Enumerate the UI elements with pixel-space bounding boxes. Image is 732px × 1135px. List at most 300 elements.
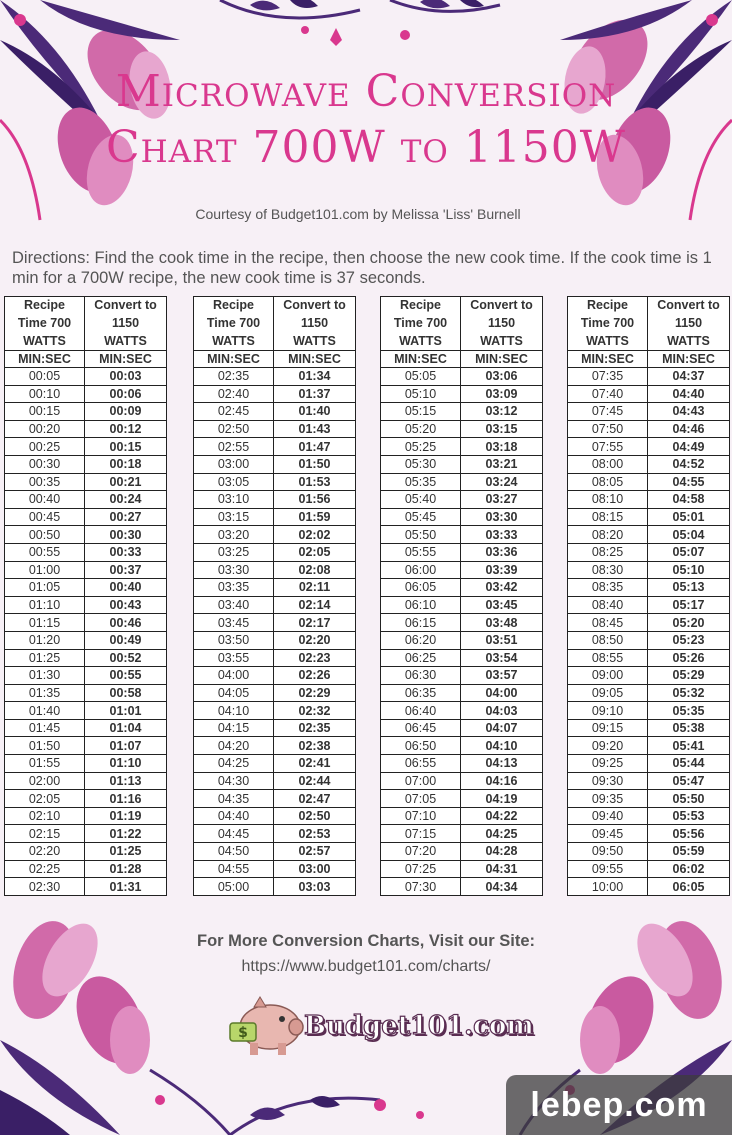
header-recipe-time: Recipe bbox=[194, 297, 274, 315]
converted-time-cell: 01:22 bbox=[85, 825, 167, 843]
converted-time-cell: 00:33 bbox=[85, 543, 167, 561]
table-row bbox=[194, 614, 356, 632]
table-unit-row bbox=[381, 351, 543, 368]
table-header-row bbox=[5, 297, 167, 315]
converted-time-cell: 03:36 bbox=[461, 543, 543, 561]
recipe-time-cell: 01:25 bbox=[5, 649, 85, 667]
converted-time-cell: 02:02 bbox=[274, 526, 356, 544]
table-header-row bbox=[194, 315, 356, 333]
converted-time-cell: 03:42 bbox=[461, 579, 543, 597]
converted-time-cell: 06:02 bbox=[648, 860, 730, 878]
table-row bbox=[5, 719, 167, 737]
recipe-time-cell: 08:50 bbox=[568, 631, 648, 649]
table-row bbox=[568, 403, 730, 421]
converted-time-cell: 05:53 bbox=[648, 807, 730, 825]
converted-time-cell: 01:50 bbox=[274, 455, 356, 473]
header-convert-to: Convert to bbox=[274, 297, 356, 315]
table-row bbox=[568, 596, 730, 614]
table-row bbox=[568, 649, 730, 667]
page-title bbox=[0, 64, 732, 176]
recipe-time-cell: 05:30 bbox=[381, 455, 461, 473]
recipe-time-cell: 09:55 bbox=[568, 860, 648, 878]
table-row bbox=[381, 631, 543, 649]
table-unit-row bbox=[568, 351, 730, 368]
converted-time-cell: 04:58 bbox=[648, 491, 730, 509]
converted-time-cell: 05:32 bbox=[648, 684, 730, 702]
converted-time-cell: 00:46 bbox=[85, 614, 167, 632]
table-row bbox=[381, 843, 543, 861]
recipe-time-cell: 03:35 bbox=[194, 579, 274, 597]
recipe-time-cell: 05:05 bbox=[381, 368, 461, 386]
recipe-time-cell: 07:20 bbox=[381, 843, 461, 861]
recipe-time-cell: 06:25 bbox=[381, 649, 461, 667]
converted-time-cell: 02:38 bbox=[274, 737, 356, 755]
table-row bbox=[194, 702, 356, 720]
table-row bbox=[194, 631, 356, 649]
table-unit-row bbox=[5, 351, 167, 368]
table-row bbox=[568, 579, 730, 597]
unit-label: MIN:SEC bbox=[5, 351, 85, 368]
recipe-time-cell: 07:15 bbox=[381, 825, 461, 843]
header-recipe-time: Time 700 bbox=[381, 315, 461, 333]
header-convert-to: 1150 bbox=[274, 315, 356, 333]
recipe-time-cell: 08:45 bbox=[568, 614, 648, 632]
table-row bbox=[194, 825, 356, 843]
recipe-time-cell: 01:30 bbox=[5, 667, 85, 685]
piggy-bank-icon bbox=[222, 993, 304, 1061]
header-convert-to: Convert to bbox=[461, 297, 543, 315]
unit-label: MIN:SEC bbox=[85, 351, 167, 368]
recipe-time-cell: 06:45 bbox=[381, 719, 461, 737]
table-row bbox=[194, 772, 356, 790]
converted-time-cell: 03:03 bbox=[274, 878, 356, 896]
recipe-time-cell: 05:45 bbox=[381, 508, 461, 526]
recipe-time-cell: 00:20 bbox=[5, 420, 85, 438]
recipe-time-cell: 04:30 bbox=[194, 772, 274, 790]
table-row bbox=[568, 772, 730, 790]
converted-time-cell: 05:20 bbox=[648, 614, 730, 632]
table-row bbox=[194, 755, 356, 773]
converted-time-cell: 04:28 bbox=[461, 843, 543, 861]
recipe-time-cell: 04:15 bbox=[194, 719, 274, 737]
conversion-table-4 bbox=[567, 296, 730, 896]
converted-time-cell: 02:26 bbox=[274, 667, 356, 685]
converted-time-cell: 00:37 bbox=[85, 561, 167, 579]
table-row bbox=[381, 455, 543, 473]
recipe-time-cell: 06:35 bbox=[381, 684, 461, 702]
table-row bbox=[194, 508, 356, 526]
recipe-time-cell: 03:50 bbox=[194, 631, 274, 649]
recipe-time-cell: 02:20 bbox=[5, 843, 85, 861]
recipe-time-cell: 00:30 bbox=[5, 455, 85, 473]
converted-time-cell: 03:45 bbox=[461, 596, 543, 614]
recipe-time-cell: 03:30 bbox=[194, 561, 274, 579]
recipe-time-cell: 05:55 bbox=[381, 543, 461, 561]
table-row bbox=[381, 755, 543, 773]
recipe-time-cell: 07:30 bbox=[381, 878, 461, 896]
converted-time-cell: 00:52 bbox=[85, 649, 167, 667]
table-row bbox=[5, 473, 167, 491]
recipe-time-cell: 01:00 bbox=[5, 561, 85, 579]
recipe-time-cell: 01:40 bbox=[5, 702, 85, 720]
table-row bbox=[5, 438, 167, 456]
table-row bbox=[568, 526, 730, 544]
header-convert-to: 1150 bbox=[648, 315, 730, 333]
recipe-time-cell: 02:30 bbox=[5, 878, 85, 896]
table-row bbox=[194, 368, 356, 386]
table-header-row bbox=[194, 333, 356, 351]
converted-time-cell: 04:31 bbox=[461, 860, 543, 878]
converted-time-cell: 04:52 bbox=[648, 455, 730, 473]
recipe-time-cell: 08:30 bbox=[568, 561, 648, 579]
converted-time-cell: 05:38 bbox=[648, 719, 730, 737]
converted-time-cell: 01:01 bbox=[85, 702, 167, 720]
budget101-logo bbox=[222, 993, 534, 1061]
header-convert-to: 1150 bbox=[85, 315, 167, 333]
converted-time-cell: 02:17 bbox=[274, 614, 356, 632]
table-row bbox=[381, 667, 543, 685]
converted-time-cell: 00:24 bbox=[85, 491, 167, 509]
recipe-time-cell: 01:10 bbox=[5, 596, 85, 614]
table-row bbox=[381, 473, 543, 491]
flower-icon bbox=[220, 0, 500, 46]
recipe-time-cell: 06:30 bbox=[381, 667, 461, 685]
table-row bbox=[5, 455, 167, 473]
converted-time-cell: 04:16 bbox=[461, 772, 543, 790]
recipe-time-cell: 00:35 bbox=[5, 473, 85, 491]
converted-time-cell: 01:47 bbox=[274, 438, 356, 456]
converted-time-cell: 02:53 bbox=[274, 825, 356, 843]
converted-time-cell: 01:16 bbox=[85, 790, 167, 808]
svg-text:$: $ bbox=[238, 1025, 248, 1041]
recipe-time-cell: 09:00 bbox=[568, 667, 648, 685]
table-row bbox=[5, 526, 167, 544]
converted-time-cell: 05:59 bbox=[648, 843, 730, 861]
table-row bbox=[568, 368, 730, 386]
recipe-time-cell: 03:10 bbox=[194, 491, 274, 509]
recipe-time-cell: 04:40 bbox=[194, 807, 274, 825]
converted-time-cell: 03:51 bbox=[461, 631, 543, 649]
converted-time-cell: 01:19 bbox=[85, 807, 167, 825]
table-row bbox=[381, 737, 543, 755]
recipe-time-cell: 04:50 bbox=[194, 843, 274, 861]
converted-time-cell: 01:25 bbox=[85, 843, 167, 861]
unit-label: MIN:SEC bbox=[381, 351, 461, 368]
recipe-time-cell: 07:35 bbox=[568, 368, 648, 386]
converted-time-cell: 04:43 bbox=[648, 403, 730, 421]
table-row bbox=[194, 790, 356, 808]
recipe-time-cell: 09:45 bbox=[568, 825, 648, 843]
recipe-time-cell: 01:45 bbox=[5, 719, 85, 737]
recipe-time-cell: 08:40 bbox=[568, 596, 648, 614]
header-recipe-time: Time 700 bbox=[194, 315, 274, 333]
converted-time-cell: 05:07 bbox=[648, 543, 730, 561]
recipe-time-cell: 07:40 bbox=[568, 385, 648, 403]
table-row bbox=[5, 684, 167, 702]
converted-time-cell: 01:10 bbox=[85, 755, 167, 773]
converted-time-cell: 04:00 bbox=[461, 684, 543, 702]
recipe-time-cell: 01:35 bbox=[5, 684, 85, 702]
converted-time-cell: 02:50 bbox=[274, 807, 356, 825]
unit-label: MIN:SEC bbox=[194, 351, 274, 368]
table-row bbox=[381, 438, 543, 456]
converted-time-cell: 02:44 bbox=[274, 772, 356, 790]
table-row bbox=[381, 508, 543, 526]
converted-time-cell: 05:17 bbox=[648, 596, 730, 614]
recipe-time-cell: 07:00 bbox=[381, 772, 461, 790]
table-row bbox=[381, 561, 543, 579]
recipe-time-cell: 04:10 bbox=[194, 702, 274, 720]
more-charts-text: For More Conversion Charts, Visit our Site: bbox=[196, 932, 535, 950]
converted-time-cell: 04:13 bbox=[461, 755, 543, 773]
converted-time-cell: 03:33 bbox=[461, 526, 543, 544]
table-row bbox=[568, 667, 730, 685]
table-row bbox=[194, 878, 356, 896]
converted-time-cell: 00:30 bbox=[85, 526, 167, 544]
converted-time-cell: 00:55 bbox=[85, 667, 167, 685]
table-row bbox=[5, 755, 167, 773]
converted-time-cell: 02:11 bbox=[274, 579, 356, 597]
recipe-time-cell: 00:15 bbox=[5, 403, 85, 421]
recipe-time-cell: 08:35 bbox=[568, 579, 648, 597]
table-row bbox=[5, 491, 167, 509]
converted-time-cell: 03:15 bbox=[461, 420, 543, 438]
table-row bbox=[5, 649, 167, 667]
table-row bbox=[5, 385, 167, 403]
table-row bbox=[5, 543, 167, 561]
converted-time-cell: 05:50 bbox=[648, 790, 730, 808]
recipe-time-cell: 01:05 bbox=[5, 579, 85, 597]
table-row bbox=[5, 368, 167, 386]
recipe-time-cell: 04:45 bbox=[194, 825, 274, 843]
converted-time-cell: 02:32 bbox=[274, 702, 356, 720]
converted-time-cell: 02:41 bbox=[274, 755, 356, 773]
title-line-2: Chart 700W to 1150W bbox=[105, 122, 627, 173]
header-convert-to: WATTS bbox=[85, 333, 167, 351]
converted-time-cell: 04:55 bbox=[648, 473, 730, 491]
converted-time-cell: 00:21 bbox=[85, 473, 167, 491]
recipe-time-cell: 01:20 bbox=[5, 631, 85, 649]
courtesy-text: Courtesy of Budget101.com by Melissa 'Liss' Burnell bbox=[195, 206, 521, 222]
title-line-1: Microwave Conversion bbox=[115, 66, 617, 117]
converted-time-cell: 00:03 bbox=[85, 368, 167, 386]
table-row bbox=[5, 807, 167, 825]
table-row bbox=[194, 385, 356, 403]
converted-time-cell: 00:27 bbox=[85, 508, 167, 526]
recipe-time-cell: 09:40 bbox=[568, 807, 648, 825]
recipe-time-cell: 05:20 bbox=[381, 420, 461, 438]
recipe-time-cell: 07:55 bbox=[568, 438, 648, 456]
table-row bbox=[5, 508, 167, 526]
table-row bbox=[194, 596, 356, 614]
converted-time-cell: 05:47 bbox=[648, 772, 730, 790]
recipe-time-cell: 07:50 bbox=[568, 420, 648, 438]
table-header-row bbox=[568, 297, 730, 315]
table-row bbox=[5, 561, 167, 579]
converted-time-cell: 00:18 bbox=[85, 455, 167, 473]
table-row bbox=[194, 737, 356, 755]
recipe-time-cell: 06:15 bbox=[381, 614, 461, 632]
table-row bbox=[5, 579, 167, 597]
recipe-time-cell: 03:20 bbox=[194, 526, 274, 544]
table-row bbox=[568, 843, 730, 861]
table-row bbox=[194, 579, 356, 597]
converted-time-cell: 00:09 bbox=[85, 403, 167, 421]
converted-time-cell: 03:21 bbox=[461, 455, 543, 473]
recipe-time-cell: 02:05 bbox=[5, 790, 85, 808]
header-recipe-time: Time 700 bbox=[568, 315, 648, 333]
table-row bbox=[381, 878, 543, 896]
recipe-time-cell: 06:10 bbox=[381, 596, 461, 614]
recipe-time-cell: 07:05 bbox=[381, 790, 461, 808]
converted-time-cell: 04:10 bbox=[461, 737, 543, 755]
table-row bbox=[194, 438, 356, 456]
recipe-time-cell: 06:05 bbox=[381, 579, 461, 597]
table-row bbox=[194, 403, 356, 421]
table-row bbox=[5, 631, 167, 649]
converted-time-cell: 05:13 bbox=[648, 579, 730, 597]
recipe-time-cell: 03:40 bbox=[194, 596, 274, 614]
recipe-time-cell: 00:55 bbox=[5, 543, 85, 561]
table-row bbox=[5, 614, 167, 632]
table-row bbox=[194, 526, 356, 544]
recipe-time-cell: 08:05 bbox=[568, 473, 648, 491]
table-row bbox=[568, 631, 730, 649]
recipe-time-cell: 02:10 bbox=[5, 807, 85, 825]
recipe-time-cell: 04:25 bbox=[194, 755, 274, 773]
table-row bbox=[568, 684, 730, 702]
converted-time-cell: 02:47 bbox=[274, 790, 356, 808]
recipe-time-cell: 02:15 bbox=[5, 825, 85, 843]
converted-time-cell: 05:41 bbox=[648, 737, 730, 755]
converted-time-cell: 02:08 bbox=[274, 561, 356, 579]
table-row bbox=[194, 807, 356, 825]
table-row bbox=[568, 825, 730, 843]
recipe-time-cell: 02:00 bbox=[5, 772, 85, 790]
converted-time-cell: 03:57 bbox=[461, 667, 543, 685]
header-convert-to: WATTS bbox=[648, 333, 730, 351]
converted-time-cell: 01:04 bbox=[85, 719, 167, 737]
table-row bbox=[381, 790, 543, 808]
converted-time-cell: 04:22 bbox=[461, 807, 543, 825]
converted-time-cell: 04:07 bbox=[461, 719, 543, 737]
converted-time-cell: 03:48 bbox=[461, 614, 543, 632]
converted-time-cell: 05:01 bbox=[648, 508, 730, 526]
table-header-row bbox=[381, 315, 543, 333]
table-row bbox=[381, 719, 543, 737]
table-row bbox=[5, 403, 167, 421]
recipe-time-cell: 05:40 bbox=[381, 491, 461, 509]
recipe-time-cell: 05:50 bbox=[381, 526, 461, 544]
recipe-time-cell: 08:25 bbox=[568, 543, 648, 561]
table-row bbox=[5, 825, 167, 843]
converted-time-cell: 01:40 bbox=[274, 403, 356, 421]
converted-time-cell: 02:29 bbox=[274, 684, 356, 702]
recipe-time-cell: 06:55 bbox=[381, 755, 461, 773]
converted-time-cell: 02:23 bbox=[274, 649, 356, 667]
table-row bbox=[194, 473, 356, 491]
table-row bbox=[194, 543, 356, 561]
recipe-time-cell: 03:45 bbox=[194, 614, 274, 632]
converted-time-cell: 00:43 bbox=[85, 596, 167, 614]
table-row bbox=[194, 649, 356, 667]
recipe-time-cell: 09:05 bbox=[568, 684, 648, 702]
recipe-time-cell: 09:20 bbox=[568, 737, 648, 755]
converted-time-cell: 04:19 bbox=[461, 790, 543, 808]
table-row bbox=[381, 614, 543, 632]
table-row bbox=[568, 860, 730, 878]
table-row bbox=[5, 772, 167, 790]
recipe-time-cell: 02:25 bbox=[5, 860, 85, 878]
flower-icon bbox=[230, 1096, 424, 1135]
converted-time-cell: 01:37 bbox=[274, 385, 356, 403]
table-row bbox=[5, 667, 167, 685]
converted-time-cell: 05:26 bbox=[648, 649, 730, 667]
table-row bbox=[5, 737, 167, 755]
converted-time-cell: 04:40 bbox=[648, 385, 730, 403]
recipe-time-cell: 08:10 bbox=[568, 491, 648, 509]
recipe-time-cell: 02:40 bbox=[194, 385, 274, 403]
table-row bbox=[194, 719, 356, 737]
table-row bbox=[568, 719, 730, 737]
watermark: lebep.com bbox=[506, 1075, 732, 1135]
table-row bbox=[568, 473, 730, 491]
table-row bbox=[381, 526, 543, 544]
table-row bbox=[568, 385, 730, 403]
table-row bbox=[381, 403, 543, 421]
converted-time-cell: 00:15 bbox=[85, 438, 167, 456]
recipe-time-cell: 04:35 bbox=[194, 790, 274, 808]
recipe-time-cell: 09:50 bbox=[568, 843, 648, 861]
converted-time-cell: 01:31 bbox=[85, 878, 167, 896]
converted-time-cell: 00:58 bbox=[85, 684, 167, 702]
conversion-tables bbox=[0, 296, 732, 896]
site-link[interactable]: https://www.budget101.com/charts/ bbox=[241, 958, 491, 975]
table-row bbox=[381, 702, 543, 720]
recipe-time-cell: 05:15 bbox=[381, 403, 461, 421]
table-header-row bbox=[5, 315, 167, 333]
recipe-time-cell: 09:25 bbox=[568, 755, 648, 773]
converted-time-cell: 05:56 bbox=[648, 825, 730, 843]
converted-time-cell: 02:14 bbox=[274, 596, 356, 614]
header-recipe-time: Time 700 bbox=[5, 315, 85, 333]
table-header-row bbox=[381, 297, 543, 315]
recipe-time-cell: 04:55 bbox=[194, 860, 274, 878]
converted-time-cell: 01:34 bbox=[274, 368, 356, 386]
table-row bbox=[568, 561, 730, 579]
recipe-time-cell: 09:15 bbox=[568, 719, 648, 737]
recipe-time-cell: 08:20 bbox=[568, 526, 648, 544]
header-recipe-time: WATTS bbox=[381, 333, 461, 351]
recipe-time-cell: 00:40 bbox=[5, 491, 85, 509]
table-unit-row bbox=[194, 351, 356, 368]
table-row bbox=[194, 561, 356, 579]
recipe-time-cell: 04:20 bbox=[194, 737, 274, 755]
recipe-time-cell: 07:45 bbox=[568, 403, 648, 421]
conversion-table-2 bbox=[193, 296, 356, 896]
converted-time-cell: 02:35 bbox=[274, 719, 356, 737]
recipe-time-cell: 07:10 bbox=[381, 807, 461, 825]
table-row bbox=[5, 702, 167, 720]
recipe-time-cell: 08:15 bbox=[568, 508, 648, 526]
table-row bbox=[194, 684, 356, 702]
header-recipe-time: Recipe bbox=[5, 297, 85, 315]
recipe-time-cell: 03:55 bbox=[194, 649, 274, 667]
table-row bbox=[381, 649, 543, 667]
recipe-time-cell: 00:10 bbox=[5, 385, 85, 403]
table-row bbox=[381, 860, 543, 878]
recipe-time-cell: 03:05 bbox=[194, 473, 274, 491]
